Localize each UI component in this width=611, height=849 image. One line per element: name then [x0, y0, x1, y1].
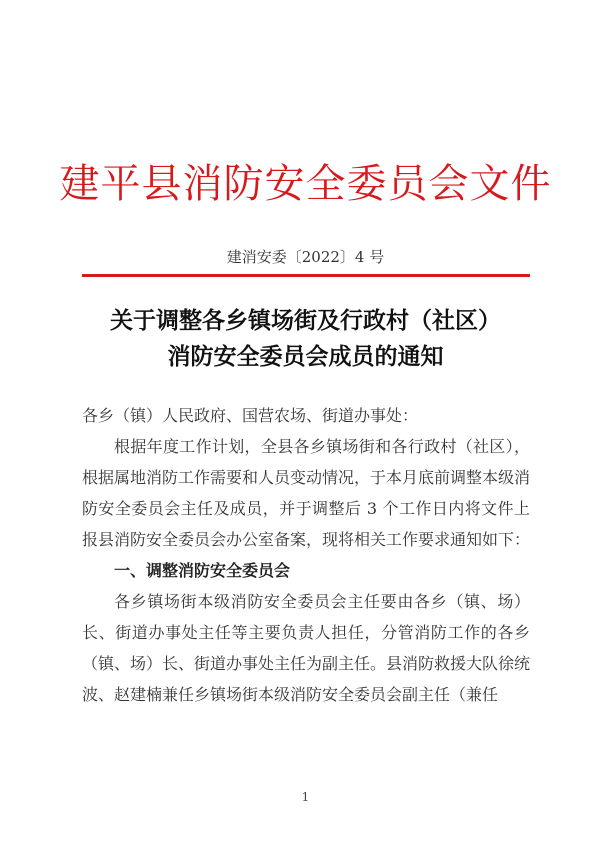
header-divider-line — [82, 274, 530, 277]
document-number: 建消安委〔2022〕4 号 — [226, 248, 385, 266]
notice-title-line-1: 关于调整各乡镇场街及行政村（社区） — [110, 307, 501, 334]
document-header-title: 建平县消防安全委员会文件 — [59, 161, 552, 207]
notice-title-line-2: 消防安全委员会成员的通知 — [167, 343, 444, 370]
notice-title — [0, 303, 611, 375]
body-paragraph-2: 各乡镇场街本级消防安全委员会主任要由各乡（镇、场）长、街道办事处主任等主要负责人担任，分管消防工作的各乡（镇、场）长、街道办事处主任为副主任。县消防救援大队徐统波、赵建楠兼任乡镇场街本级消防安全委员会副主任（兼任 — [82, 592, 531, 704]
salutation: 各乡（镇）人民政府、国营农场、街道办事处： — [82, 406, 419, 425]
body-paragraph-1: 根据年度工作计划，全县各乡镇场街和各行政村（社区），根据属地消防工作需要和人员变动情况，于本月底前调整本级消防安全委员会主任及成员，并于调整后 3 个工作日内将文件上报县消防安全委员会办公室备案，现将相关工作要求通知如下： — [82, 437, 531, 549]
page-number: 1 — [301, 790, 310, 804]
section-heading-1: 一、调整消防安全委员会 — [114, 561, 291, 580]
document-body — [82, 400, 530, 710]
